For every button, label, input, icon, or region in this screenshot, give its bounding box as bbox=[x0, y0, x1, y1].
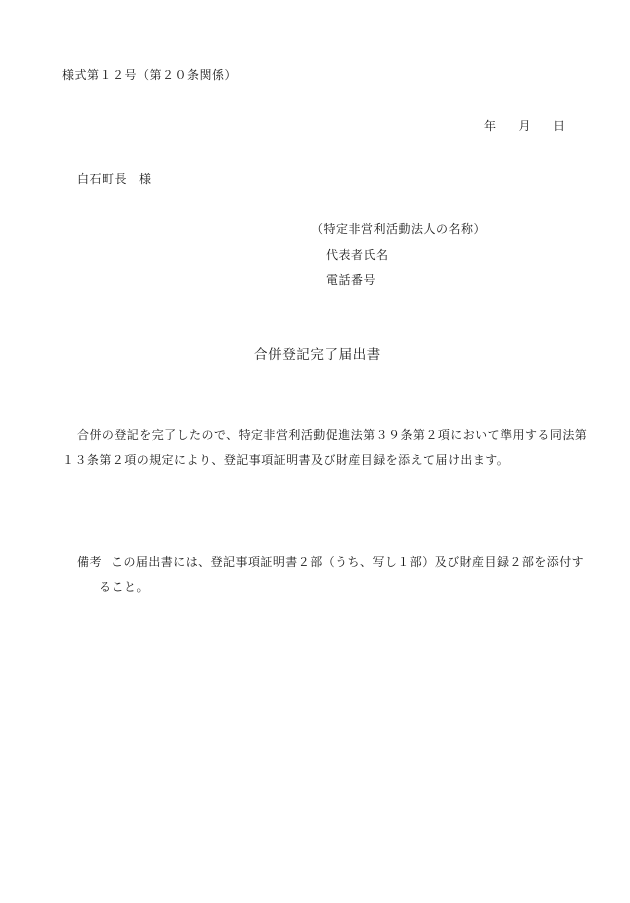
date-month-label: 月 bbox=[518, 119, 532, 133]
applicant-representative-label: 代表者氏名 bbox=[326, 248, 389, 262]
applicant-phone-label: 電話番号 bbox=[326, 273, 377, 287]
form-number: 様式第１２号（第２０条関係） bbox=[62, 68, 238, 82]
body-text-line-1: 合併の登記を完了したので、特定非営利活動促進法第３９条第２項において準用する同法第 bbox=[77, 428, 588, 442]
date-year-label: 年 bbox=[484, 119, 497, 133]
note-text-line-1: この届出書には、登記事項証明書２部（うち、写し１部）及び財産目録２部を添付す bbox=[111, 555, 585, 569]
date-line bbox=[484, 118, 566, 134]
document-title: 合併登記完了届出書 bbox=[254, 347, 381, 363]
addressee-honorific: 様 bbox=[139, 172, 152, 186]
addressee bbox=[77, 171, 152, 187]
note-label: 備考 bbox=[77, 555, 103, 569]
body-text-line-2: １３条第２項の規定により、登記事項証明書及び財産目録を添えて届け出ます。 bbox=[62, 453, 510, 467]
note-text-line-2: ること。 bbox=[99, 580, 150, 594]
applicant-org-name-label: （特定非営利活動法人の名称） bbox=[311, 222, 487, 236]
addressee-name: 白石町長 bbox=[77, 172, 128, 186]
date-day-label: 日 bbox=[553, 119, 566, 133]
